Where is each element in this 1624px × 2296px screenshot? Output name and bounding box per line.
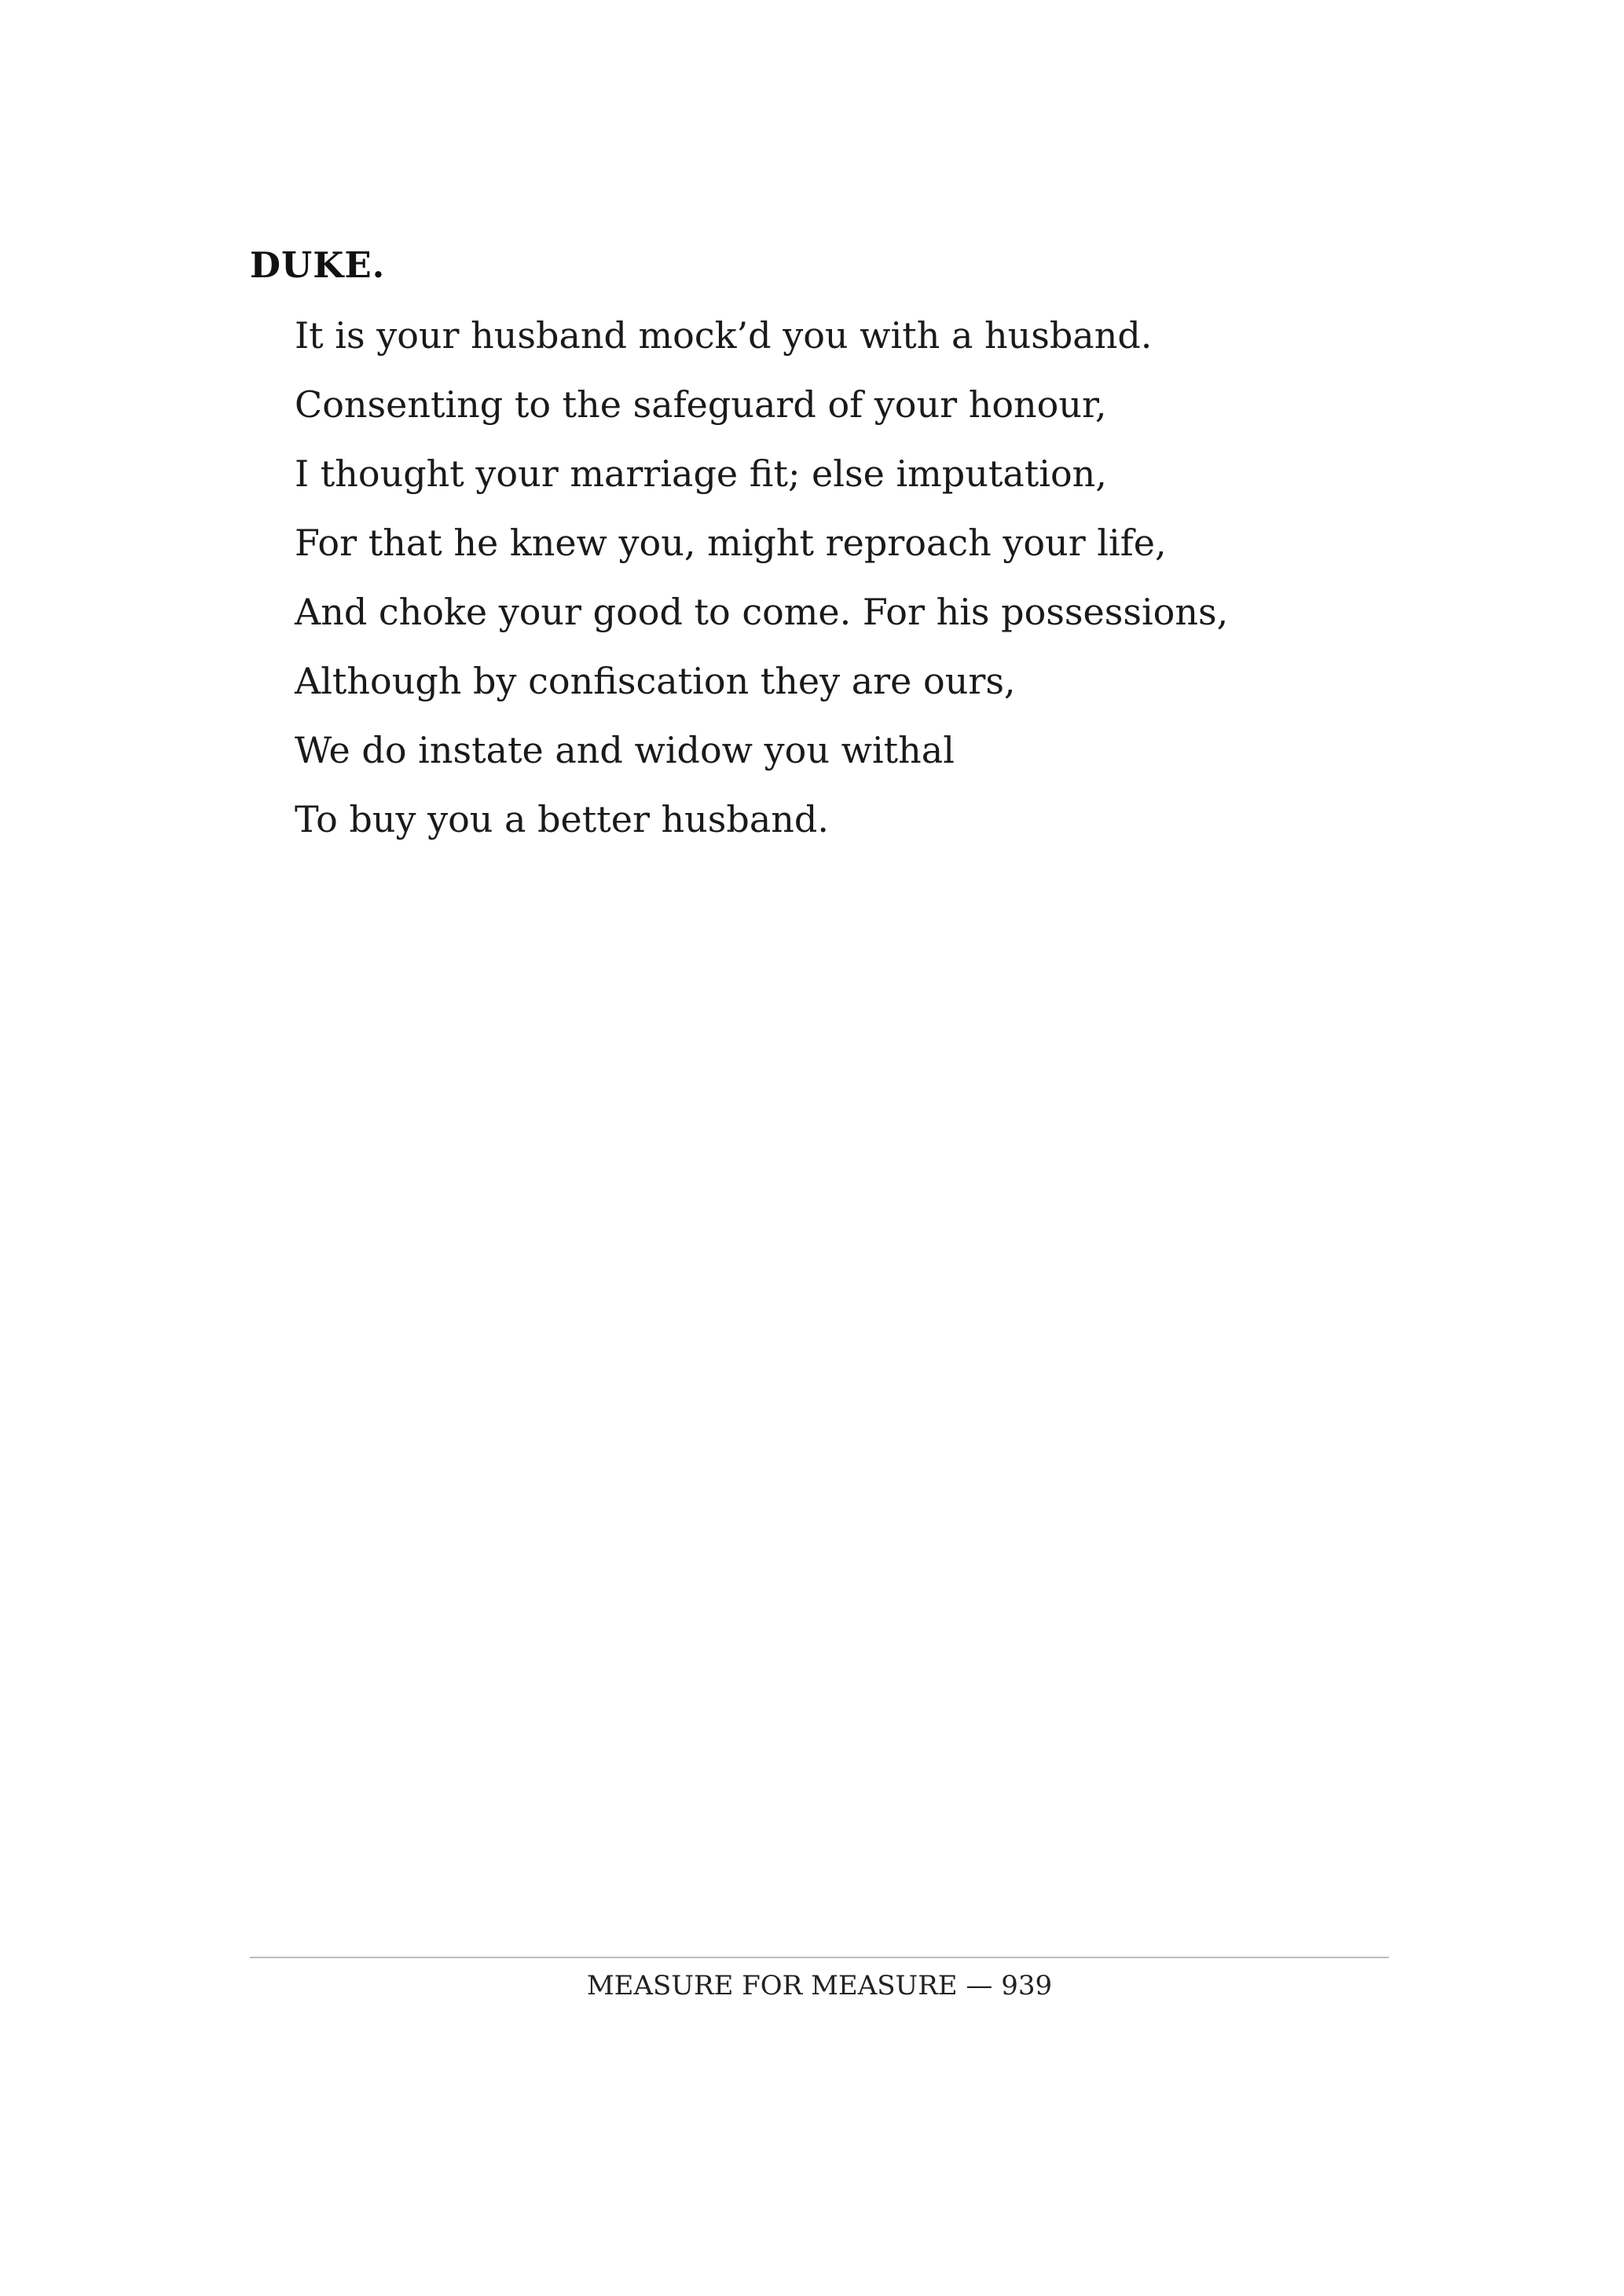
- verse-line: It is your husband mock’d you with a husband.: [295, 314, 1153, 357]
- verse-line: Consenting to the safeguard of your honour,: [295, 383, 1107, 426]
- verse-line: To buy you a better husband.: [295, 798, 829, 840]
- verse-line: For that he knew you, might reproach your life,: [295, 522, 1167, 564]
- speaker-name: DUKE.: [250, 244, 386, 286]
- running-footer: MEASURE FOR MEASURE — 939: [586, 1970, 1053, 2001]
- speech-block: [250, 236, 1389, 854]
- verse-line: I thought your marriage fit; else imputation,: [295, 452, 1107, 495]
- verse-lines: [250, 301, 1389, 854]
- footer-divider: [250, 1957, 1389, 1958]
- verse-line: Although by confiscation they are ours,: [295, 660, 1016, 702]
- verse-line: And choke your good to come. For his possessions,: [295, 591, 1229, 633]
- verse-line: We do instate and widow you withal: [295, 729, 955, 771]
